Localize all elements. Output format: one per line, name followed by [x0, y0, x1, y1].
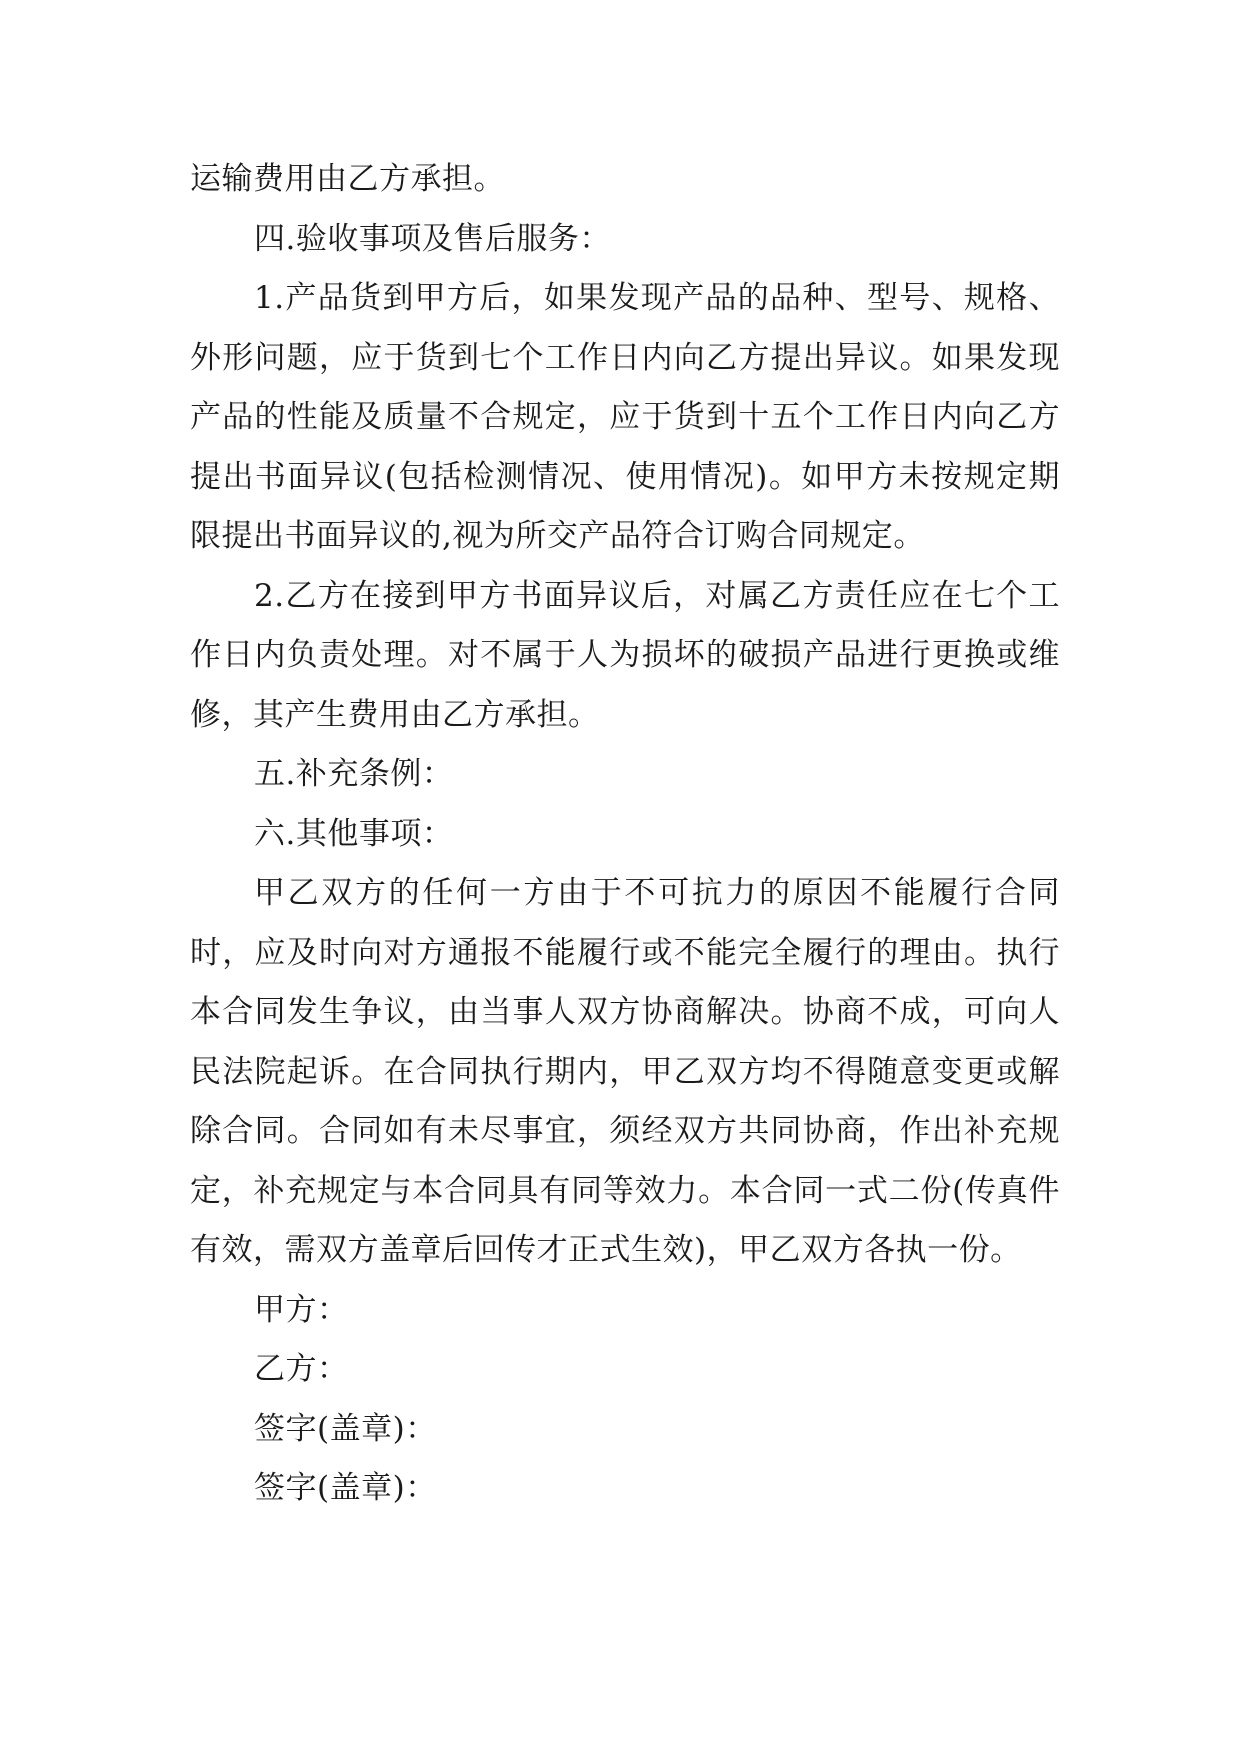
section-heading-acceptance: 四.验收事项及售后服务： — [254, 220, 611, 257]
section-heading-supplementary: 五.补充条例： — [254, 756, 454, 792]
paragraph-other-matters: 甲乙双方的任何一方由于不可抗力的原因不能履行合同时，应及时向对方通报不能履行或不能完全履行的理由。执行本合同发生争议，由当事人双方协商解决。协商不成，可向人民法院起诉。在合同执行期内，甲乙双方均不得随意变更或解除合同。合同如有未尽事宜，须经双方共同协商，作出补充规定，补充规定与本合同具有同等效力。本合同一式二份(传真件有效，需双方盖章后回传才正式生效)，甲乙双方各执一份。 — [190, 875, 1060, 1268]
contract-body — [190, 150, 1060, 1519]
signature-a-label: 签字(盖章)： — [254, 1410, 437, 1447]
party-b-label: 乙方： — [254, 1351, 349, 1387]
section-heading-other-matters: 六.其他事项： — [254, 815, 454, 852]
party-a-label: 甲方： — [254, 1291, 349, 1328]
paragraph-acceptance-2: 2.乙方在接到甲方书面异议后，对属乙方责任应在七个工作日内负责处理。对不属于人为损坏的破损产品进行更换或维修，其产生费用由乙方承担。 — [190, 577, 1060, 733]
paragraph-transport-cost: 运输费用由乙方承担。 — [190, 161, 505, 197]
paragraph-acceptance-1: 1.产品货到甲方后，如果发现产品的品种、型号、规格、外形问题，应于货到七个工作日内向乙方提出异议。如果发现产品的性能及质量不合规定，应于货到十五个工作日内向乙方提出书面异议(包括检测情况、使用情况)。如甲方未按规定期限提出书面异议的,视为所交产品符合订购合同规定。 — [190, 280, 1060, 554]
signature-b-label: 签字(盖章)： — [254, 1470, 437, 1506]
